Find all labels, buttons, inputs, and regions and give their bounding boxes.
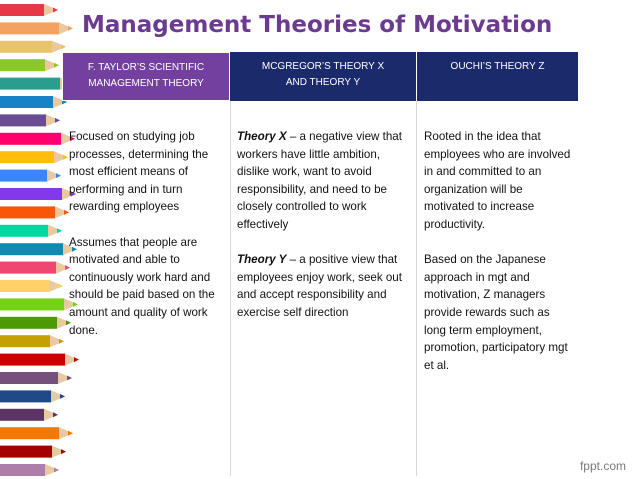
pencil-body — [0, 390, 51, 402]
pencil-tip — [54, 468, 59, 473]
header-ouchi — [416, 52, 578, 101]
pencil-tip — [67, 376, 72, 381]
column-taylor — [69, 128, 231, 357]
pencil-tip — [61, 449, 66, 454]
header-taylor — [62, 52, 230, 101]
pencil-body — [0, 280, 49, 292]
pencil-body — [0, 96, 53, 108]
header-mcgregor — [230, 52, 416, 101]
watermark-logo: fppt.com — [579, 459, 626, 473]
theory-y-paragraph — [237, 251, 411, 321]
pencil-tip — [56, 173, 61, 178]
pencil-body — [0, 225, 48, 237]
page-title: Management Theories of Motivation — [82, 12, 553, 38]
header-mcgregor-line2: AND THEORY Y — [285, 77, 361, 88]
pencil-tip — [58, 284, 63, 289]
pencil-tip — [53, 8, 58, 13]
header-taylor-line1: F. TAYLOR’S SCIENTIFIC — [87, 62, 205, 73]
theory-y-text: – a positive view that employees enjoy work, seek out and accept responsibility and exercise self direction — [237, 253, 402, 319]
header-mcgregor-line1: MCGREGOR’S THEORY X — [261, 61, 385, 72]
pencil-body — [0, 133, 61, 145]
pencil-tip — [57, 228, 62, 233]
pencil-tip — [53, 412, 58, 417]
pencil-body — [0, 151, 54, 163]
pencil-body — [0, 22, 59, 34]
taylor-paragraph-2: Assumes that people are motivated and able to continuously work hard and should be paid based on the amount and quality of work done. — [69, 235, 215, 337]
theory-x-text: – a negative view that workers have little ambition, dislike work, want to avoid responsibility, and need to be closely controlled to work effectively — [237, 130, 402, 231]
pencil-body — [0, 59, 45, 71]
header-taylor-line2: MANAGEMENT THEORY — [88, 78, 204, 89]
pencil-body — [0, 206, 55, 218]
pencil-body — [0, 78, 60, 90]
column-mcgregor — [237, 128, 411, 339]
pencil-body — [0, 4, 44, 16]
pencil-body — [0, 354, 65, 366]
pencil-tip — [59, 339, 64, 344]
column-divider — [416, 101, 417, 476]
pencil-tip — [55, 118, 60, 123]
pencil-tip — [63, 155, 68, 160]
column-ouchi — [424, 128, 574, 392]
pencil-body — [0, 335, 50, 347]
pencil-tip — [54, 63, 59, 68]
pencil-body — [0, 298, 64, 310]
pencil-body — [0, 372, 58, 384]
pencil-body — [0, 317, 57, 329]
theory-y-label: Theory Y — [237, 253, 287, 267]
pencil-body — [0, 427, 59, 439]
pencil-tip — [60, 394, 65, 399]
ouchi-paragraph-1: Rooted in the idea that employees who are involved in and committed to an organization will be motivated to increase productivity. — [424, 130, 571, 231]
pencil-body — [0, 41, 52, 53]
pencil-body — [0, 262, 56, 274]
pencil-body — [0, 409, 44, 421]
pencil-body — [0, 464, 45, 476]
ouchi-paragraph-2: Based on the Japanese approach in mgt and motivation, Z managers provide rewards such as long term employment, promotion, participatory mgt et al. — [424, 253, 568, 372]
pencil-tip — [74, 357, 79, 362]
header-ouchi-line1: OUCHI’S THEORY Z — [450, 61, 545, 72]
pencil-body — [0, 243, 63, 255]
pencil-body — [0, 446, 52, 458]
pencil-tip — [68, 26, 73, 31]
theory-x-paragraph — [237, 128, 411, 234]
taylor-paragraph-1: Focused on studying job processes, determining the most efficient means of performing and in turn rewarding employees — [69, 130, 209, 214]
pencil-body — [0, 114, 46, 126]
column-headers — [62, 52, 578, 101]
pencil-body — [0, 170, 47, 182]
theory-x-label: Theory X — [237, 130, 287, 143]
pencil-tip — [61, 44, 66, 49]
pencil-tip — [68, 431, 73, 436]
pencil-body — [0, 188, 62, 200]
